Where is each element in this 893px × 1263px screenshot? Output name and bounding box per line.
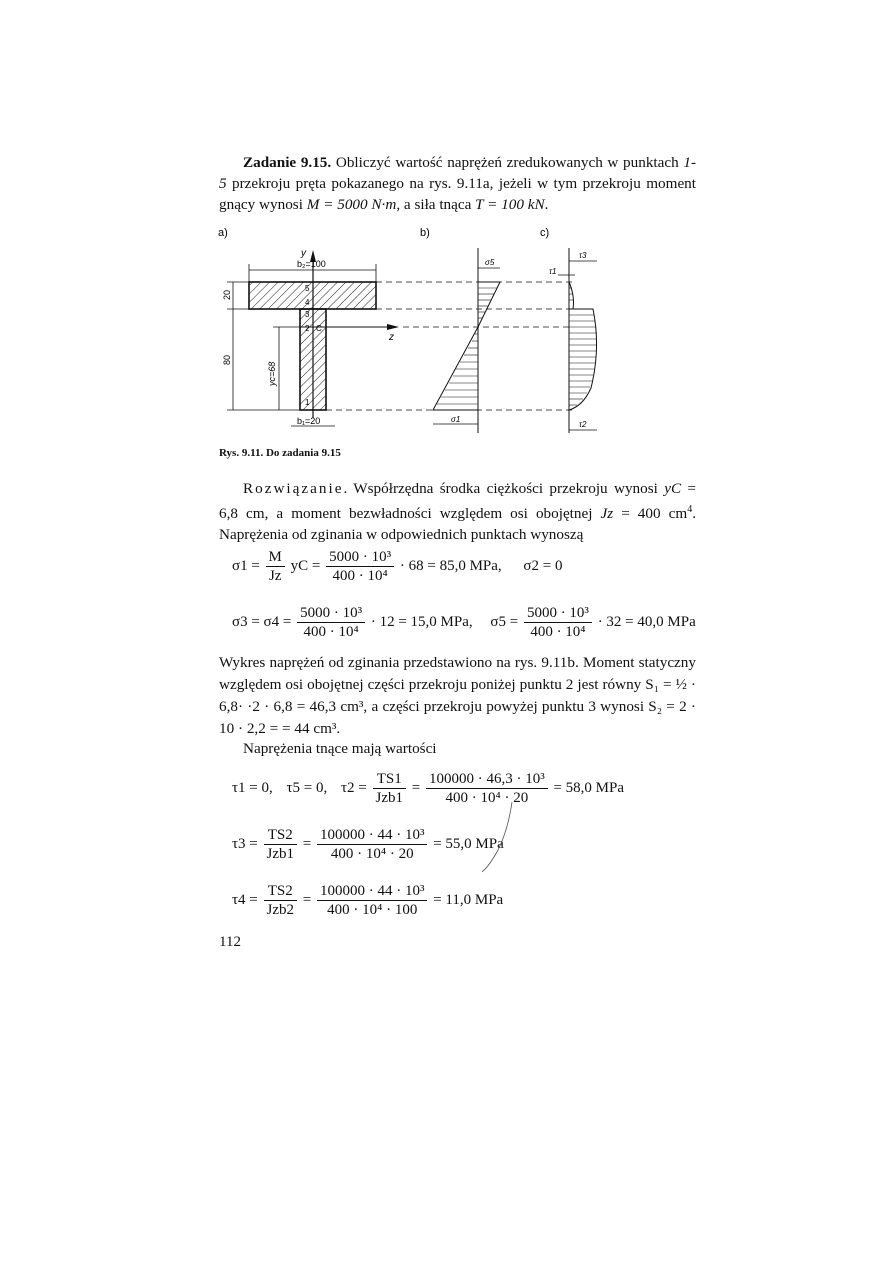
denominator: 400 · 10⁴ bbox=[332, 568, 388, 584]
eq-text: τ2 = bbox=[341, 779, 367, 796]
numerator: 5000 · 10³ bbox=[524, 604, 592, 623]
panel-a-label: a) bbox=[218, 228, 228, 239]
sigma-top-triangle bbox=[478, 282, 500, 327]
solution-yc: yC bbox=[664, 480, 682, 497]
eq-text: · 32 = 40,0 MPa bbox=[597, 613, 696, 630]
eq-text: = 11,0 MPa bbox=[433, 891, 504, 908]
denominator: Jzb2 bbox=[266, 902, 294, 918]
fraction bbox=[266, 548, 285, 585]
point-4: 4 bbox=[305, 298, 310, 307]
solution-text: . Naprężenia od zginania w odpowiednich punktach wynoszą bbox=[219, 505, 696, 543]
solution-text: = 6,8 cm, a moment bezwładności względem osi obojętnej bbox=[219, 480, 696, 522]
yc-label: yc=68 bbox=[267, 361, 277, 386]
z-axis-arrow bbox=[387, 324, 399, 330]
eq-text: σ2 = 0 bbox=[523, 557, 563, 574]
numerator: 5000 · 10³ bbox=[326, 548, 394, 567]
task-paragraph bbox=[219, 152, 696, 215]
page-number: 112 bbox=[219, 934, 241, 950]
tau2-label: τ2 bbox=[579, 420, 587, 429]
task-title: Zadanie 9.15. bbox=[243, 154, 332, 171]
fraction bbox=[317, 882, 428, 919]
eq-text: σ1 = bbox=[232, 557, 260, 574]
eq-text: · 68 = 85,0 MPa, bbox=[399, 557, 502, 574]
paragraph-shear-intro: Naprężenia tnące mają wartości bbox=[243, 740, 437, 757]
task-text: . bbox=[544, 196, 549, 213]
numerator: TS1 bbox=[373, 770, 407, 789]
numerator: M bbox=[266, 548, 285, 567]
panel-b-label: b) bbox=[420, 228, 430, 239]
solution-heading: Rozwiązanie bbox=[243, 480, 344, 497]
eq-text: τ4 = bbox=[232, 891, 258, 908]
task-text: przekroju pręta pokazanego na rys. 9.11a, jeżeli w tym przekroju moment gnący wynosi bbox=[219, 175, 696, 213]
equation-tau3: τ3 = $\frac{TS2}{\text{Jzb1}}$ = $\frac{\text{100000 · 44 · 10³}}{\text{400 · 10⁴ · 20}}$ = 55,0 MPa bbox=[232, 827, 504, 862]
denominator: 400 · 10⁴ · 20 bbox=[445, 790, 529, 806]
denominator: Jz bbox=[268, 568, 282, 584]
equation-sigma3-5 bbox=[232, 604, 696, 641]
eq-text: σ3 = σ4 = bbox=[232, 613, 292, 630]
tau-web-curve bbox=[569, 309, 597, 410]
numerator: TS2 bbox=[264, 826, 298, 845]
denominator: 400 · 10⁴ bbox=[530, 624, 586, 640]
sigma-bottom-triangle bbox=[433, 327, 478, 410]
numerator: 5000 · 10³ bbox=[297, 604, 365, 623]
solution-text: . Współrzędna środka ciężkości przekroju wynosi bbox=[343, 480, 665, 497]
task-force: T = 100 kN bbox=[475, 196, 545, 213]
eq-text: = 58,0 MPa bbox=[553, 779, 625, 796]
fraction bbox=[264, 882, 298, 919]
panel-c-label: c) bbox=[540, 228, 550, 239]
eq-text: τ5 = 0, bbox=[286, 779, 328, 796]
tau3-label: τ3 bbox=[579, 251, 587, 260]
point-1: 1 bbox=[305, 398, 310, 407]
solution-jz: Jz bbox=[600, 505, 614, 522]
fraction bbox=[326, 548, 394, 585]
numerator: 100000 · 46,3 · 10³ bbox=[426, 770, 548, 789]
paragraph-static-moment: Wykres naprężeń od zginania przedstawiono na rys. 9.11b. Moment statyczny względem osi obojętnej części przekroju poniżej punktu 2 jest równy S₁ = ½ · 6,8· ·2 · 6,8 = 46,3 cm³, a części przekroju powyżej punktu 3 wynosi S₂ = 2 · 10 · 2,2 = = 44 cm³. bbox=[219, 654, 696, 737]
task-text: Obliczyć wartość naprężeń zredukowanych w punktach bbox=[335, 154, 684, 171]
equation-tau4: τ4 = $\frac{TS2}{\text{Jzb2}}$ = $\frac{\text{100000 · 44 · 10³}}{\text{400 · 10⁴ · 100}}$ = 11,0 MPa bbox=[232, 883, 504, 918]
t-web bbox=[300, 309, 326, 410]
eq-text: τ1 = 0, bbox=[232, 779, 273, 796]
equation-sigma1 bbox=[232, 548, 562, 585]
denominator: 400 · 10⁴ · 100 bbox=[327, 902, 418, 918]
tau-flange-curve bbox=[569, 282, 574, 309]
t-flange bbox=[249, 282, 376, 309]
point-5: 5 bbox=[305, 284, 310, 293]
solution-text: = 400 cm bbox=[613, 505, 688, 522]
denominator: Jzb1 bbox=[375, 790, 403, 806]
point-c: C bbox=[316, 324, 322, 333]
y-axis-label: y bbox=[301, 248, 306, 259]
eq-text: yC = bbox=[290, 557, 321, 574]
figure-caption: Rys. 9.11. Do zadania 9.15 bbox=[219, 447, 341, 459]
fraction bbox=[317, 826, 428, 863]
dim-20-label: 20 bbox=[222, 289, 232, 300]
eq-text: = 55,0 MPa bbox=[433, 835, 504, 852]
sigma1-label: σ1 bbox=[451, 415, 461, 424]
pencil-mark bbox=[480, 800, 520, 880]
fraction bbox=[264, 826, 298, 863]
task-moment: M = 5000 N·m bbox=[306, 196, 397, 213]
fraction bbox=[524, 604, 592, 641]
eq-text: τ3 = bbox=[232, 835, 258, 852]
point-3: 3 bbox=[305, 310, 310, 319]
tau1-label: τ1 bbox=[549, 267, 557, 276]
sigma5-label: σ5 bbox=[485, 258, 495, 267]
b2-label: b₂=100 bbox=[297, 259, 326, 269]
equation-tau2: τ1 = 0, τ5 = 0, τ2 = $\frac{TS1}{\text{Jzb1}}$ = $\frac{\text{100000 · 46,3 · 10³}}{\text{400 · 10⁴ · 20}}$ = 58,0 MPa bbox=[232, 771, 625, 806]
fraction bbox=[297, 604, 365, 641]
solution-paragraph: Rozwiązanie. Współrzędna środka ciężkości przekroju wynosi yC = 6,8 cm, a moment bezwładności względem osi obojętnej Jz = 400 $cm^4$. Naprężenia od zginania w odpowiednich punktach wynoszą bbox=[219, 480, 696, 543]
numerator: 100000 · 44 · 10³ bbox=[317, 826, 428, 845]
dim-80-label: 80 bbox=[222, 354, 232, 365]
task-points: 1-5 bbox=[219, 154, 697, 192]
numerator: TS2 bbox=[264, 882, 298, 901]
z-axis-label: z bbox=[389, 332, 394, 343]
eq-text: · 12 = 15,0 MPa, bbox=[370, 613, 473, 630]
eq-text: σ5 = bbox=[490, 613, 519, 630]
denominator: Jzb1 bbox=[266, 846, 294, 862]
point-2: 2 bbox=[305, 324, 310, 333]
numerator: 100000 · 44 · 10³ bbox=[317, 882, 428, 901]
denominator: 400 · 10⁴ · 20 bbox=[330, 846, 414, 862]
denominator: 400 · 10⁴ bbox=[303, 624, 359, 640]
b1-label: b₁=20 bbox=[297, 416, 321, 426]
task-text: , a siła tnąca bbox=[396, 196, 476, 213]
figure-9-11 bbox=[213, 228, 613, 443]
fraction bbox=[373, 770, 407, 807]
